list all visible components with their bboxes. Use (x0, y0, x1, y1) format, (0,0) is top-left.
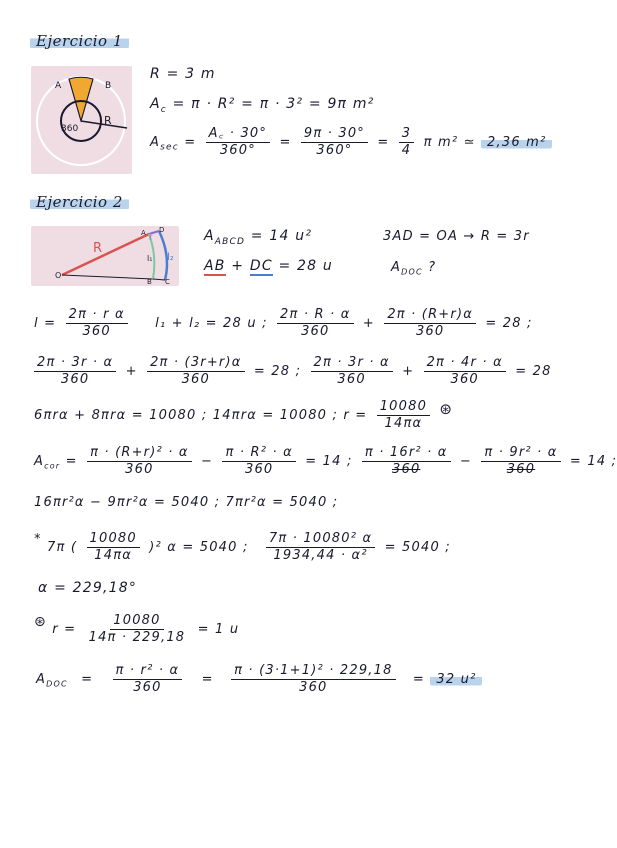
fig2-label-d: D (159, 226, 165, 234)
ex2-row5: 16πr²α − 9πr²α = 5040 ; 7πr²α = 5040 ; (34, 495, 339, 510)
ex2-row9: $A_{DOC}$ = $\frac{\text{π · r² · α}}{360}$ = $\frac{\text{π · (3·1+1)² · 229,18}}{360}$ = 32 u² (36, 664, 482, 695)
fig1-label-r: R (104, 114, 112, 127)
fig2-label-b: B (147, 278, 152, 286)
ex2-row7: α = 229,18° (38, 580, 138, 596)
ex2-row4: $A_{cor}$ = $\frac{\text{π · (R+r)² · α}}{360}$ − $\frac{\text{π · R² · α}}{360}$ = 14 ; $\frac{\text{π · 16r² · α}}{360}$ − $\frac{\text{π · 9r² · α}}{360}$ = 14 ; (34, 445, 617, 477)
fig2-label-o: O (55, 271, 62, 280)
ex2-given1: $A_{ABCD} = 14$ u² (204, 228, 313, 247)
fig2-label-c: C (165, 278, 170, 286)
fig2-label-a: A (141, 229, 146, 237)
ex2-row8: ⊛ r = $\frac{10080}{14\pi \cdot 229,18}$ = 1 u (34, 613, 240, 645)
asterisk-mark-icon: ⊛ (439, 400, 454, 418)
ex2-given4: $A_{DOC}$ ? (391, 260, 437, 277)
ex2-title: Ejercicio 2 (30, 193, 129, 211)
fig1-label-b: B (105, 81, 112, 91)
fig2-label-l2: l₂ (167, 252, 174, 263)
fig2-label-r-small: r (149, 233, 153, 242)
ex2-given3: AB + DC = 28 u (204, 258, 333, 274)
ex2-row6: * 7π ( $\frac{10080}{14\pi\alpha}$ )² α = 5040 ; $\frac{\text{7π · 10080² α}}{\text{1934,44 · α²}}$ = 5040 ; (34, 531, 451, 563)
asterisk-mark-icon-2: ⊛ (34, 614, 47, 630)
ex1-figure (31, 66, 132, 174)
ex2-given2: 3AD = OA → R = 3r (383, 229, 530, 244)
ex1-line1: R = 3 m (150, 66, 216, 82)
fig1-label-a: A (55, 81, 62, 91)
annular-sector-diagram (31, 226, 179, 286)
ex1-title: Ejercicio 1 (30, 32, 129, 50)
ex2-result: 32 u² (430, 672, 482, 687)
star-mark-icon: * (34, 532, 42, 547)
fig2-label-l1: l₁ (147, 254, 153, 263)
ex2-row2: $\frac{2\pi \cdot 3r \cdot \alpha}{360}$ + $\frac{2\pi \cdot (3r+r)\alpha}{360}$ = 28 ; $\frac{2\pi \cdot 3r \cdot \alpha}{360}$ + $\frac{2\pi \cdot 4r \cdot \alpha}{360}$ = 28 (30, 356, 552, 387)
ex2-row1: l = $\frac{\text{2π · r α}}{360}$ l₁ + l₂ = 28 u ; $\frac{2\pi \cdot R \cdot \alpha}{360}$ + $\frac{2\pi \cdot (R+r)\alpha}{360}$ = 28 ; (34, 307, 533, 339)
ex2-figure (31, 226, 179, 286)
ex1-result: 2,36 m² (481, 135, 552, 150)
ex1-line3: $A_{sec}$ = $\frac{A꜀ \cdot 30^\circ}{360^\circ}$ = $\frac{9\pi \cdot 30^\circ}{360^\circ}$ = $\frac{3}{4}$ π m² ≃ 2,36 m² (150, 127, 552, 158)
ex1-line2: $A_c = \pi \cdot R^2 = \pi \cdot 3^2 = 9\pi$ m² (150, 96, 375, 115)
fig1-label-360: 360 (61, 124, 79, 134)
circle-sector-diagram (31, 66, 132, 174)
ex2-row3: 6πrα + 8πrα = 10080 ; 14πrα = 10080 ; r = $\frac{10080}{14\pi\alpha}$ ⊛ (34, 399, 454, 431)
fig2-label-r-big: R (93, 241, 103, 256)
